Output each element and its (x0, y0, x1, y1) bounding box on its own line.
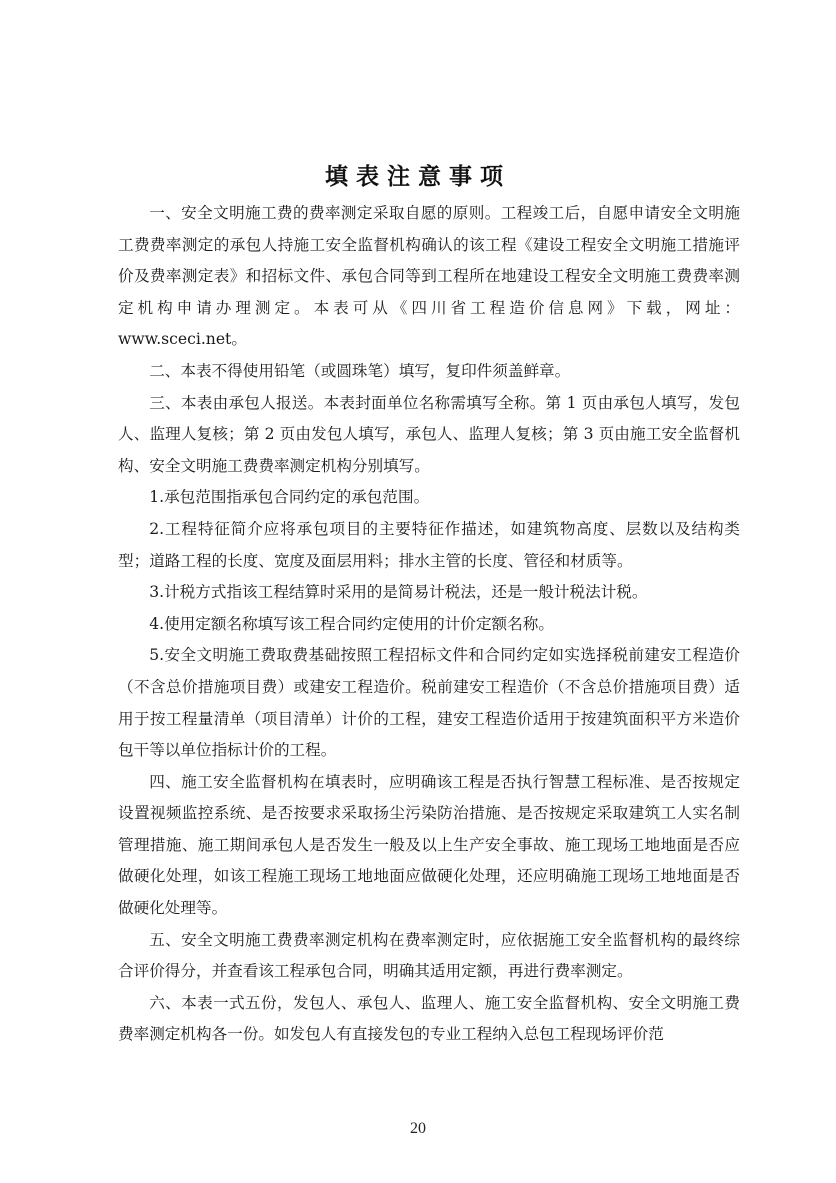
paragraph-3-submission: 三、本表由承包人报送。本表封面单位名称需填写全称。第 1 页由承包人填写，发包人、监理人复核；第 2 页由发包人填写，承包人、监理人复核；第 3 页由施工安全监督机构、安全文明施工费费率测定机构分别填写。 (118, 393, 740, 475)
page-title: 填表注意事项 (325, 164, 511, 190)
page-number: 20 (410, 1120, 426, 1137)
paragraph-3-3-tax-method: 3.计税方式指该工程结算时采用的是简易计税法，还是一般计税法计税。 (149, 583, 648, 602)
paragraph-3-2-project-features: 2.工程特征简介应将承包项目的主要特征作描述，如建筑物高度、层数以及结构类型；道路工程的长度、宽度及面层用料；排水主管的长度、管径和材质等。 (118, 519, 740, 570)
paragraph-5-rate-measurement: 五、安全文明施工费费率测定机构在费率测定时，应依据施工安全监督机构的最终综合评价得分，并查看该工程承包合同，明确其适用定额，再进行费率测定。 (118, 930, 740, 981)
paragraph-4-supervision: 四、施工安全监督机构在填表时，应明确该工程是否执行智慧工程标准、是否按规定设置视频监控系统、是否按要求采取扬尘污染防治措施、是否按规定采取建筑工人实名制管理措施、施工期间承包人是否发生一般及以上生产安全事故、施工现场工地地面是否应做硬化处理，如该工程施工现场工地地面应做硬化处理，还应明确施工现场工地地面是否做硬化处理等。 (118, 772, 740, 918)
paragraph-6-copies: 六、本表一式五份，发包人、承包人、监理人、施工安全监督机构、安全文明施工费费率测定机构各一份。如发包人有直接发包的专业工程纳入总包工程现场评价范 (118, 993, 740, 1044)
paragraph-2-no-pencil: 二、本表不得使用铅笔（或圆珠笔）填写，复印件须盖鲜章。 (149, 361, 571, 380)
paragraph-1-voluntary-principle: 一、安全文明施工费的费率测定采取自愿的原则。工程竣工后，自愿申请安全文明施工费费率测定的承包人持施工安全监督机构确认的该工程《建设工程安全文明施工措施评价及费率测定表》和招标文件、承包合同等到工程所在地建设工程安全文明施工费费率测定机构申请办理测定。本表可从《四川省工程造价信息网》下载，网址：www.sceci.net。 (118, 204, 740, 349)
paragraph-3-5-fee-basis: 5.安全文明施工费取费基础按照工程招标文件和合同约定如实选择税前建安工程造价（不含总价措施项目费）或建安工程造价。税前建安工程造价（不含总价措施项目费）适用于按工程量清单（项目清单）计价的工程，建安工程造价适用于按建筑面积平方米造价包干等以单位指标计价的工程。 (118, 646, 740, 760)
paragraph-3-4-quota-name: 4.使用定额名称填写该工程合同约定使用的计价定额名称。 (149, 614, 554, 633)
instructions-body (118, 198, 740, 1051)
paragraph-3-1-contract-scope: 1.承包范围指承包合同约定的承包范围。 (149, 488, 430, 507)
